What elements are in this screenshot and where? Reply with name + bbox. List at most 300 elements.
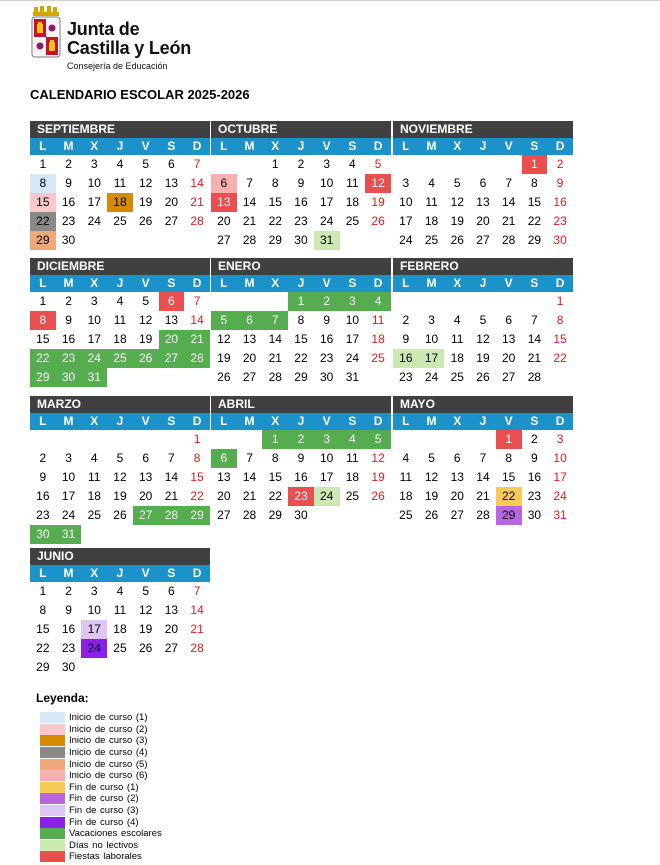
- day-cell: 25: [113, 641, 127, 655]
- day-cell: 25: [450, 370, 464, 384]
- day-cell: 31: [314, 231, 340, 250]
- legend-item: [40, 735, 162, 747]
- day-cell: 22: [527, 214, 542, 228]
- day-cell: 26: [133, 349, 159, 368]
- day-cell: 19: [138, 622, 153, 636]
- day-cell: 3: [402, 176, 410, 190]
- month-noviembre: [393, 121, 573, 250]
- day-cell: 25: [345, 489, 360, 503]
- day-cell: 22: [268, 489, 282, 503]
- weekday-label: L: [402, 276, 410, 290]
- day-cell: 9: [323, 313, 330, 327]
- weekday-label: D: [192, 276, 202, 290]
- month-name: FEBRERO: [393, 258, 573, 275]
- day-cell: 17: [419, 349, 445, 368]
- day-cell: 17: [61, 489, 76, 503]
- day-cell: 22: [30, 349, 56, 368]
- day-cell: 22: [268, 214, 282, 228]
- day-cell: 28: [268, 370, 282, 384]
- day-cell: 5: [453, 176, 461, 190]
- weekday-label: J: [297, 276, 305, 290]
- day-cell: 25: [424, 233, 439, 247]
- junta-logo: [30, 6, 230, 74]
- weekday-header-row: [30, 138, 210, 155]
- day-cell: 14: [268, 332, 282, 346]
- day-cell: 10: [87, 603, 101, 617]
- legend-swatch: [40, 770, 65, 781]
- day-cell: 19: [371, 470, 385, 484]
- weekday-label: L: [220, 139, 228, 153]
- day-cell: 26: [138, 641, 153, 655]
- day-cell: 21: [242, 214, 257, 228]
- day-cell: 2: [402, 313, 410, 327]
- day-cell: 24: [399, 233, 413, 247]
- legend-swatch: [40, 793, 65, 804]
- day-cell: 27: [217, 508, 231, 522]
- empty-cell: [211, 430, 237, 449]
- day-cell: 31: [345, 370, 360, 384]
- day-cell: 11: [88, 470, 101, 484]
- day-cell: 12: [371, 451, 385, 465]
- weekday-label: L: [402, 414, 410, 428]
- legend-title: Leyenda:: [36, 691, 89, 705]
- day-cell: 6: [453, 451, 461, 465]
- month-mayo: [393, 396, 573, 525]
- month-abril: [211, 396, 391, 525]
- day-cell: 26: [371, 214, 385, 228]
- weekday-label: M: [63, 276, 74, 290]
- legend-item: [40, 793, 162, 805]
- legend-swatch: [40, 851, 65, 862]
- day-cell: 6: [505, 313, 512, 327]
- day-cell: 8: [30, 311, 56, 330]
- day-cell: 16: [553, 195, 567, 209]
- weekday-label: L: [402, 139, 410, 153]
- legend-swatch: [40, 735, 65, 746]
- day-cell: 5: [142, 584, 149, 598]
- weekday-label: D: [373, 276, 383, 290]
- day-cell: 30: [294, 508, 308, 522]
- day-grid: [393, 292, 573, 387]
- day-cell: 9: [297, 176, 305, 190]
- day-cell: 14: [242, 195, 257, 209]
- day-cell: 5: [142, 157, 149, 171]
- weekday-label: D: [555, 276, 565, 290]
- empty-cell: [419, 155, 445, 174]
- legend-swatch: [40, 747, 65, 758]
- weekday-label: J: [479, 139, 487, 153]
- day-cell: 11: [346, 451, 359, 465]
- day-cell: 15: [501, 470, 516, 484]
- day-cell: 20: [450, 489, 464, 503]
- day-cell: 15: [294, 332, 308, 346]
- day-cell: 21: [476, 489, 490, 503]
- day-cell: 16: [61, 622, 76, 636]
- day-cell: 12: [365, 174, 391, 193]
- day-cell: 21: [501, 214, 516, 228]
- legend-label: Inicio de curso (6): [69, 770, 148, 782]
- day-cell: 12: [138, 176, 153, 190]
- weekday-label: V: [322, 276, 331, 290]
- day-cell: 24: [319, 214, 334, 228]
- day-cell: 29: [184, 506, 210, 525]
- day-cell: 19: [217, 351, 231, 365]
- day-cell: 10: [61, 470, 76, 484]
- weekday-label: L: [39, 414, 47, 428]
- weekday-label: V: [322, 139, 331, 153]
- weekday-label: V: [504, 414, 513, 428]
- day-cell: 20: [501, 351, 516, 365]
- coat-of-arms-icon: [30, 6, 62, 64]
- day-cell: 9: [65, 176, 72, 190]
- day-cell: 19: [138, 332, 153, 346]
- day-cell: 12: [450, 195, 464, 209]
- day-cell: 16: [393, 349, 419, 368]
- day-grid: [30, 430, 210, 544]
- empty-cell: [496, 292, 522, 311]
- day-cell: 16: [527, 470, 542, 484]
- legend-item: [40, 816, 162, 828]
- day-cell: 13: [211, 193, 237, 212]
- weekday-header-row: [393, 275, 573, 292]
- day-cell: 24: [553, 489, 567, 503]
- day-cell: 17: [345, 332, 360, 346]
- day-cell: 15: [268, 195, 282, 209]
- day-cell: 7: [193, 294, 201, 308]
- weekday-label: M: [426, 139, 437, 153]
- day-cell: 7: [479, 451, 487, 465]
- day-cell: 28: [190, 214, 204, 228]
- day-cell: 29: [268, 233, 282, 247]
- day-cell: 10: [424, 332, 439, 346]
- day-cell: 9: [402, 332, 410, 346]
- legend: [40, 712, 162, 863]
- day-cell: 13: [164, 313, 179, 327]
- weekday-header-row: [211, 413, 391, 430]
- day-cell: 12: [138, 313, 153, 327]
- empty-cell: [470, 155, 496, 174]
- day-cell: 29: [496, 506, 522, 525]
- day-cell: 7: [193, 157, 201, 171]
- legend-item: [40, 712, 162, 724]
- day-cell: 27: [164, 214, 179, 228]
- day-cell: 1: [496, 430, 522, 449]
- day-cell: 17: [87, 332, 101, 346]
- month-diciembre: [30, 258, 210, 387]
- day-cell: 5: [479, 313, 487, 327]
- day-cell: 28: [242, 508, 257, 522]
- month-name: ENERO: [211, 258, 391, 275]
- day-cell: 23: [61, 641, 76, 655]
- weekday-label: S: [530, 139, 539, 153]
- day-cell: 13: [476, 195, 490, 209]
- day-cell: 28: [242, 233, 257, 247]
- day-cell: 7: [505, 176, 512, 190]
- day-cell: 6: [211, 174, 237, 193]
- day-cell: 11: [346, 176, 359, 190]
- day-cell: 27: [217, 233, 231, 247]
- day-cell: 1: [271, 157, 279, 171]
- day-cell: 9: [65, 603, 72, 617]
- day-cell: 26: [424, 508, 439, 522]
- legend-label: Fin de curso (3): [69, 805, 139, 817]
- day-cell: 18: [107, 193, 133, 212]
- weekday-label: L: [39, 276, 47, 290]
- legend-item: [40, 770, 162, 782]
- legend-swatch: [40, 840, 65, 851]
- legend-item: [40, 828, 162, 840]
- day-cell: 19: [424, 489, 439, 503]
- day-cell: 13: [217, 470, 231, 484]
- empty-cell: [159, 430, 185, 449]
- empty-cell: [133, 430, 159, 449]
- day-cell: 14: [190, 313, 204, 327]
- weekday-label: J: [116, 414, 124, 428]
- empty-cell: [444, 292, 470, 311]
- day-cell: 9: [39, 470, 47, 484]
- day-cell: 12: [113, 470, 127, 484]
- day-cell: 2: [556, 157, 564, 171]
- month-septiembre: [30, 121, 210, 250]
- legend-swatch: [40, 759, 65, 770]
- empty-cell: [470, 430, 496, 449]
- day-cell: 8: [297, 313, 305, 327]
- day-cell: 28: [184, 349, 210, 368]
- empty-cell: [419, 430, 445, 449]
- weekday-label: J: [116, 139, 124, 153]
- empty-cell: [30, 430, 56, 449]
- day-cell: 12: [138, 603, 153, 617]
- brand-line-1: Junta de: [67, 19, 140, 39]
- day-cell: 7: [246, 176, 253, 190]
- day-cell: 1: [39, 584, 47, 598]
- brand-subtitle: Consejería de Educación: [67, 61, 168, 71]
- month-name: SEPTIEMBRE: [30, 121, 210, 138]
- empty-cell: [470, 292, 496, 311]
- day-cell: 4: [349, 157, 356, 171]
- weekday-label: J: [479, 276, 487, 290]
- day-grid: [211, 292, 391, 387]
- day-cell: 17: [319, 470, 334, 484]
- day-cell: 13: [450, 470, 464, 484]
- day-cell: 18: [345, 195, 360, 209]
- day-cell: 19: [450, 214, 464, 228]
- day-cell: 18: [113, 332, 127, 346]
- day-cell: 1: [39, 294, 47, 308]
- day-cell: 5: [142, 294, 149, 308]
- day-cell: 8: [193, 451, 201, 465]
- weekday-label: S: [167, 139, 176, 153]
- weekday-label: D: [555, 139, 565, 153]
- day-cell: 5: [116, 451, 124, 465]
- month-junio: [30, 548, 210, 677]
- day-cell: 30: [56, 368, 82, 387]
- day-cell: 18: [345, 470, 360, 484]
- weekday-label: J: [116, 276, 124, 290]
- day-cell: 24: [87, 214, 101, 228]
- day-cell: 12: [217, 332, 231, 346]
- day-cell: 26: [138, 214, 153, 228]
- empty-cell: [211, 292, 237, 311]
- day-cell: 27: [242, 370, 257, 384]
- day-cell: 13: [501, 332, 516, 346]
- day-cell: 10: [319, 176, 334, 190]
- day-cell: 4: [116, 157, 124, 171]
- weekday-label: D: [373, 414, 383, 428]
- day-cell: 31: [81, 368, 107, 387]
- empty-cell: [393, 430, 419, 449]
- empty-cell: [393, 292, 419, 311]
- day-cell: 24: [81, 349, 107, 368]
- day-cell: 26: [450, 233, 464, 247]
- month-name: ABRIL: [211, 396, 391, 413]
- day-cell: 9: [297, 451, 305, 465]
- day-cell: 30: [319, 370, 334, 384]
- day-cell: 18: [113, 622, 127, 636]
- day-cell: 30: [527, 508, 542, 522]
- day-cell: 24: [345, 351, 360, 365]
- day-cell: 24: [81, 639, 107, 658]
- day-cell: 13: [138, 470, 153, 484]
- day-cell: 15: [527, 195, 542, 209]
- day-cell: 26: [217, 370, 231, 384]
- day-cell: 5: [365, 430, 391, 449]
- day-cell: 3: [323, 157, 330, 171]
- day-cell: 3: [90, 584, 98, 598]
- day-cell: 23: [319, 351, 334, 365]
- month-febrero: [393, 258, 573, 387]
- day-cell: 4: [90, 451, 98, 465]
- day-cell: 23: [56, 349, 82, 368]
- day-cell: 5: [374, 157, 382, 171]
- day-cell: 17: [553, 470, 567, 484]
- weekday-label: X: [453, 276, 462, 290]
- month-name: JUNIO: [30, 548, 210, 565]
- weekday-label: S: [348, 276, 357, 290]
- weekday-label: M: [244, 276, 255, 290]
- day-cell: 28: [476, 508, 490, 522]
- weekday-header-row: [30, 275, 210, 292]
- day-cell: 28: [159, 506, 185, 525]
- day-cell: 19: [113, 489, 127, 503]
- day-cell: 4: [340, 430, 366, 449]
- day-cell: 7: [246, 451, 253, 465]
- day-cell: 16: [294, 470, 308, 484]
- empty-cell: [262, 292, 288, 311]
- day-cell: 18: [424, 214, 439, 228]
- weekday-label: D: [192, 566, 202, 580]
- day-cell: 2: [65, 157, 72, 171]
- day-cell: 25: [371, 351, 385, 365]
- legend-item: [40, 747, 162, 759]
- day-cell: 6: [142, 451, 149, 465]
- weekday-label: D: [373, 139, 383, 153]
- day-cell: 27: [450, 508, 464, 522]
- day-cell: 10: [87, 313, 101, 327]
- day-cell: 17: [399, 214, 413, 228]
- weekday-label: V: [504, 276, 513, 290]
- day-cell: 2: [314, 292, 340, 311]
- day-cell: 29: [36, 660, 50, 674]
- day-cell: 31: [56, 525, 82, 544]
- empty-cell: [211, 155, 237, 174]
- weekday-header-row: [30, 565, 210, 582]
- day-cell: 14: [501, 195, 516, 209]
- day-cell: 25: [107, 349, 133, 368]
- day-grid: [30, 292, 210, 387]
- day-cell: 9: [556, 176, 564, 190]
- day-cell: 8: [271, 176, 279, 190]
- day-grid: [211, 155, 391, 250]
- day-cell: 23: [36, 508, 50, 522]
- weekday-label: M: [426, 414, 437, 428]
- day-cell: 13: [242, 332, 257, 346]
- day-cell: 22: [36, 641, 50, 655]
- legend-label: Días no lectivos: [69, 839, 139, 851]
- day-cell: 20: [476, 214, 490, 228]
- day-cell: 14: [242, 470, 257, 484]
- weekday-label: L: [220, 276, 228, 290]
- month-name: MAYO: [393, 396, 573, 413]
- empty-cell: [419, 292, 445, 311]
- day-cell: 3: [90, 294, 98, 308]
- day-cell: 21: [268, 351, 282, 365]
- day-grid: [393, 430, 573, 525]
- day-cell: 3: [340, 292, 366, 311]
- day-cell: 6: [479, 176, 487, 190]
- weekday-label: V: [141, 414, 150, 428]
- day-cell: 11: [113, 313, 127, 327]
- day-cell: 18: [371, 332, 385, 346]
- day-cell: 28: [527, 370, 542, 384]
- day-cell: 10: [553, 451, 567, 465]
- legend-swatch: [40, 782, 65, 793]
- legend-swatch: [40, 805, 65, 816]
- empty-cell: [444, 155, 470, 174]
- day-cell: 20: [217, 489, 231, 503]
- day-grid: [30, 155, 210, 250]
- weekday-label: V: [141, 276, 150, 290]
- legend-item: [40, 840, 162, 852]
- empty-cell: [496, 155, 522, 174]
- day-cell: 17: [81, 620, 107, 639]
- weekday-label: D: [192, 139, 202, 153]
- legend-item: [40, 851, 162, 863]
- day-cell: 27: [501, 370, 516, 384]
- day-cell: 10: [345, 313, 360, 327]
- weekday-label: L: [220, 414, 228, 428]
- weekday-label: V: [322, 414, 331, 428]
- day-cell: 5: [428, 451, 435, 465]
- day-cell: 30: [30, 525, 56, 544]
- day-cell: 3: [90, 157, 98, 171]
- day-cell: 20: [164, 195, 179, 209]
- day-cell: 15: [190, 470, 204, 484]
- weekday-label: L: [39, 566, 47, 580]
- weekday-label: S: [530, 414, 539, 428]
- day-cell: 21: [190, 622, 204, 636]
- weekday-label: X: [271, 139, 280, 153]
- weekday-label: V: [141, 566, 150, 580]
- day-cell: 21: [527, 351, 542, 365]
- day-cell: 19: [138, 195, 153, 209]
- day-cell: 17: [87, 195, 101, 209]
- day-cell: 8: [39, 603, 47, 617]
- day-cell: 2: [288, 430, 314, 449]
- day-cell: 21: [164, 489, 179, 503]
- day-cell: 27: [159, 349, 185, 368]
- weekday-header-row: [30, 413, 210, 430]
